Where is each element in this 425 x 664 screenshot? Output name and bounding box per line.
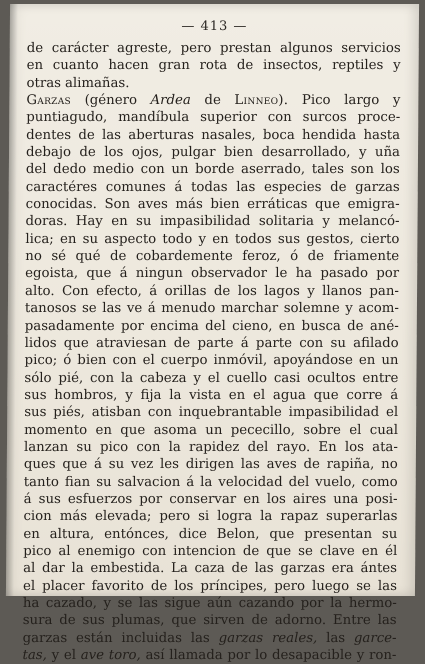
text-line: debajo de los ojos, pulgar bien desarrollado, y uña	[25, 145, 401, 161]
text-line: momento en que asoma un pececillo, sobre el cual	[24, 422, 399, 438]
text-line: sus piés, atisban con inquebrantable impasibilidad el	[24, 405, 399, 421]
text-line: doras. Hay en su impasibilidad solitaria y melancó-	[25, 214, 400, 230]
text-line: puntiagudo, mandíbula superior con surcos proce-	[26, 110, 401, 126]
text-line: sura de sus plumas, que sirven de adorno. Entre las	[22, 613, 397, 629]
text-line: sus hombros, y fija la vista en el agua que corre á	[24, 387, 399, 403]
text-line: pico; ó bien con el cuerpo inmóvil, apoyándose en un	[24, 353, 399, 369]
text-line: á sus esfuerzos por conservar en los aires una posi-	[23, 491, 398, 507]
text-line: garzas están incluidas las garzas reales, las garce-	[22, 630, 397, 646]
text-line: lica; en su aspecto todo y en todos sus gestos, cierto	[25, 231, 400, 247]
text-line: Garzas (género Ardea de Linneo). Pico largo y	[26, 93, 401, 109]
text-line: ha cazado, y se las sigue aún cazando por la hermo-	[22, 596, 397, 611]
text-line: conocidas. Son aves más bien erráticas que emigra-	[25, 197, 400, 213]
text-line: lidos que atraviesan de parte á parte con su afilado	[24, 335, 399, 351]
text-line: ques que á su vez les dirigen las aves de rapiña, no	[23, 457, 398, 473]
page-gutter-shadow	[6, 4, 18, 596]
text-line: cion más elevada; pero si logra la rapaz superarlas	[23, 509, 398, 525]
text-line: dentes de las aberturas nasales, boca hendida hasta	[26, 127, 401, 143]
text-line: pico al enemigo con intencion de que se clave en él	[23, 543, 398, 559]
text-line: en altura, entónces, dice Belon, que presentan su	[23, 526, 398, 542]
text-line: tanosos se las ve á menudo marchar solemne y acom-	[24, 301, 399, 317]
text-line: tas, y el ave toro, así llamada por lo desapacible y ron-	[22, 648, 397, 664]
text-line: otras alimañas.	[26, 75, 130, 91]
text-line: al dar la embestida. La caza de las garzas era ántes	[23, 561, 398, 577]
text-line: en cuanto hacen gran rota de insectos, reptiles y	[26, 58, 401, 74]
text-line: alto. Con efecto, á orillas de los lagos y llanos pan-	[25, 283, 399, 299]
text-line: sólo pié, con la cabeza y el cuello casi ocultos entre	[24, 370, 399, 386]
text-line: del dedo medio con un borde aserrado, tales son los	[25, 162, 400, 178]
text-line: el placer favorito de los príncipes, pero luego se las	[22, 578, 398, 594]
text-line: tanto fian su salvacion á la velocidad del vuelo, como	[23, 474, 398, 490]
text-line: egoista, que á ningun observador le ha pasado por	[25, 266, 400, 282]
text-line: pasadamente por encima del cieno, en busca de ané-	[24, 318, 399, 334]
page-number: — 413 —	[181, 19, 248, 34]
text-line: caractéres comunes á todas las especies de garzas	[25, 179, 400, 195]
text-line: lanzan su pico con la rapidez del rayo. En los ata-	[23, 439, 398, 455]
text-line: no sé qué de cobardemente feroz, ó de friamente	[25, 249, 400, 265]
body-text	[22, 40, 400, 664]
text-line: de carácter agreste, pero prestan algunos servicios	[26, 41, 401, 56]
book-page	[6, 4, 419, 664]
